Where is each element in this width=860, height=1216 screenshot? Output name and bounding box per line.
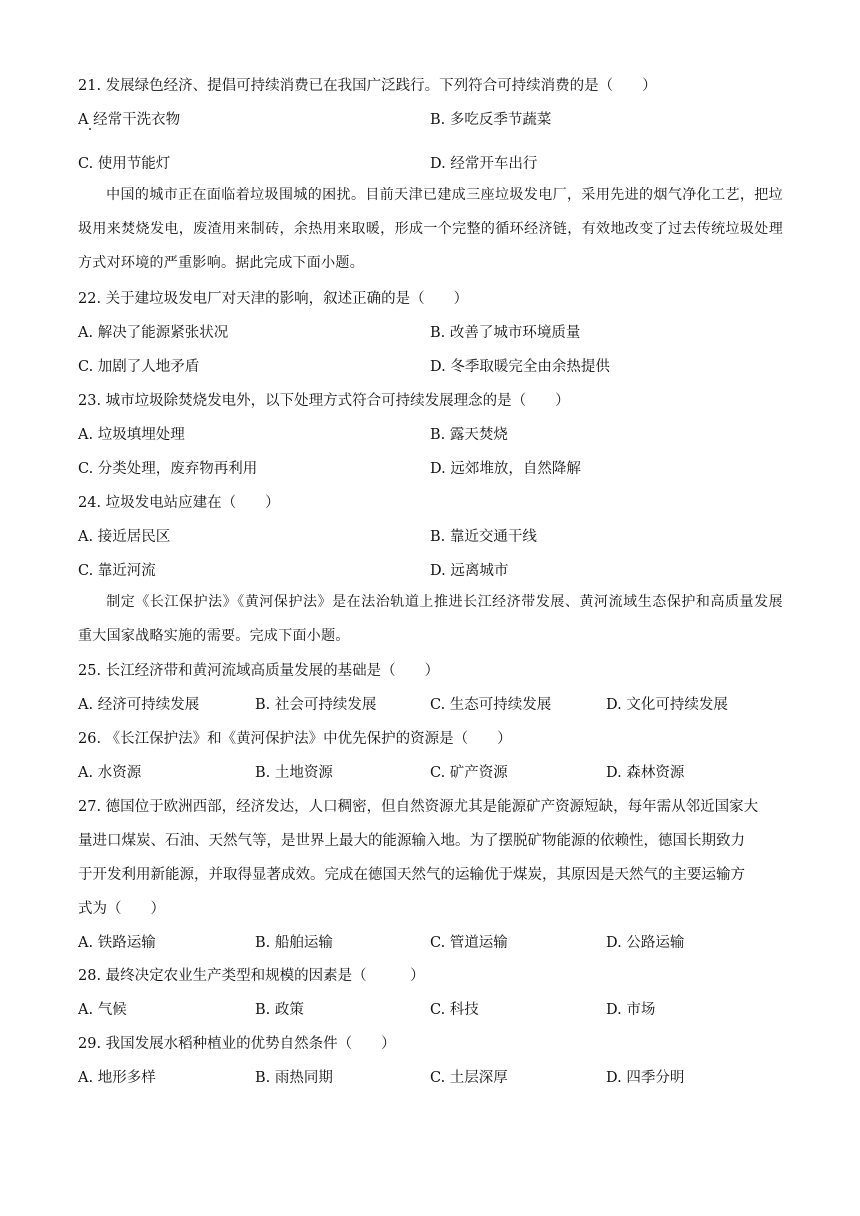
question-25-stem: 25. 长江经济带和黄河流域高质量发展的基础是（ ） — [78, 663, 440, 679]
question-21-option-d: D. 经常开车出行 — [430, 156, 538, 172]
question-23-option-d: D. 远郊堆放，自然降解 — [430, 461, 581, 477]
question-28-options-row — [78, 998, 783, 1020]
question-29-option-a: A. 地形多样 — [78, 1070, 156, 1086]
question-25-option-c: C. 生态可持续发展 — [430, 697, 552, 713]
question-24-option-b: B. 靠近交通干线 — [430, 529, 537, 545]
question-21-options-row-2 — [78, 152, 783, 174]
question-22-option-d: D. 冬季取暖完全由余热提供 — [430, 359, 610, 375]
question-28-option-a: A. 气候 — [78, 1002, 127, 1018]
question-23-option-b: B. 露天焚烧 — [430, 427, 508, 443]
question-27-option-c: C. 管道运输 — [430, 935, 508, 951]
question-27-stem-line-1: 27. 德国位于欧洲西部，经济发达，人口稠密，但自然资源尤其是能源矿产资源短缺，每年需从邻近国家大 — [78, 799, 759, 815]
question-26-option-a: A. 水资源 — [78, 765, 142, 781]
question-21-option-a: A 经常干洗衣物 — [78, 112, 181, 128]
question-28-option-d: D. 市场 — [606, 1002, 656, 1018]
question-23-stem: 23. 城市垃圾除焚烧发电外，以下处理方式符合可持续发展理念的是（ ） — [78, 393, 570, 409]
question-26-option-d: D. 森林资源 — [606, 765, 685, 781]
question-29-stem: 29. 我国发展水稻种植业的优势自然条件（ ） — [78, 1036, 396, 1052]
question-25-option-d: D. 文化可持续发展 — [606, 697, 728, 713]
question-27-stem-line-2: 量进口煤炭、石油、天然气等，是世界上最大的能源输入地。为了摆脱矿物能源的依赖性，德国长期致力 — [78, 833, 745, 849]
question-27-options-row — [78, 931, 783, 953]
question-24-options-row-2 — [78, 559, 783, 581]
question-28-option-b: B. 政策 — [255, 1002, 304, 1018]
question-24-stem: 24. 垃圾发电站应建在（ ） — [78, 495, 280, 511]
question-24-option-a: A. 接近居民区 — [78, 529, 171, 545]
question-26-option-c: C. 矿产资源 — [430, 765, 508, 781]
reading-passage-1-text: 中国的城市正在面临着垃圾围城的困扰。目前天津已建成三座垃圾发电厂，采用先进的烟气净化工艺，把垃圾用来焚烧发电，废渣用来制砖，余热用来取暖，形成一个完整的循环经济链，有效地改变了过去传统垃圾处理方式对环境的严重影响。据此完成下面小题。 — [78, 187, 783, 271]
stray-dot-mark — [89, 128, 91, 130]
question-26-stem: 26. 《长江保护法》和《黄河保护法》中优先保护的资源是（ ） — [78, 731, 512, 747]
reading-passage-2 — [78, 585, 783, 653]
question-25-option-a: A. 经济可持续发展 — [78, 697, 200, 713]
question-28-option-c: C. 科技 — [430, 1002, 479, 1018]
question-24-option-d: D. 远离城市 — [430, 563, 509, 579]
question-25-options-row — [78, 693, 783, 715]
question-22-options-row-2 — [78, 355, 783, 377]
question-23-options-row-2 — [78, 457, 783, 479]
question-27-option-b: B. 船舶运输 — [255, 935, 333, 951]
question-29-option-c: C. 土层深厚 — [430, 1070, 508, 1086]
question-27-stem-line-4: 式为（ ） — [78, 901, 165, 917]
question-25-option-b: B. 社会可持续发展 — [255, 697, 377, 713]
reading-passage-1 — [78, 178, 783, 280]
question-22-option-a: A. 解决了能源紧张状况 — [78, 325, 229, 341]
question-26-options-row — [78, 761, 783, 783]
question-21-options-row-1 — [78, 108, 783, 130]
question-27-stem-line-3: 于开发利用新能源，并取得显著成效。完成在德国天然气的运输优于煤炭，其原因是天然气的主要运输方 — [78, 867, 745, 883]
question-23-option-a: A. 垃圾填埋处理 — [78, 427, 185, 443]
question-21-option-b: B. 多吃反季节蔬菜 — [430, 112, 552, 128]
question-22-option-b: B. 改善了城市环境质量 — [430, 325, 581, 341]
reading-passage-2-text: 制定《长江保护法》《黄河保护法》是在法治轨道上推进长江经济带发展、黄河流域生态保护和高质量发展重大国家战略实施的需要。完成下面小题。 — [78, 594, 783, 644]
question-27-option-d: D. 公路运输 — [606, 935, 685, 951]
question-24-options-row-1 — [78, 525, 783, 547]
question-21-stem: 21. 发展绿色经济、提倡可持续消费已在我国广泛践行。下列符合可持续消费的是（ ） — [78, 78, 657, 94]
question-28-stem: 28. 最终决定农业生产类型和规模的因素是（ ） — [78, 968, 425, 984]
question-29-option-d: D. 四季分明 — [606, 1070, 685, 1086]
question-22-stem: 22. 关于建垃圾发电厂对天津的影响，叙述正确的是（ ） — [78, 291, 469, 307]
question-26-option-b: B. 土地资源 — [255, 765, 333, 781]
question-23-options-row-1 — [78, 423, 783, 445]
question-23-option-c: C. 分类处理，废弃物再利用 — [78, 461, 258, 477]
question-21-option-c: C. 使用节能灯 — [78, 156, 171, 172]
question-22-option-c: C. 加剧了人地矛盾 — [78, 359, 200, 375]
question-24-option-c: C. 靠近河流 — [78, 563, 156, 579]
question-29-options-row — [78, 1066, 783, 1088]
question-27-option-a: A. 铁路运输 — [78, 935, 156, 951]
question-29-option-b: B. 雨热同期 — [255, 1070, 333, 1086]
question-22-options-row-1 — [78, 321, 783, 343]
